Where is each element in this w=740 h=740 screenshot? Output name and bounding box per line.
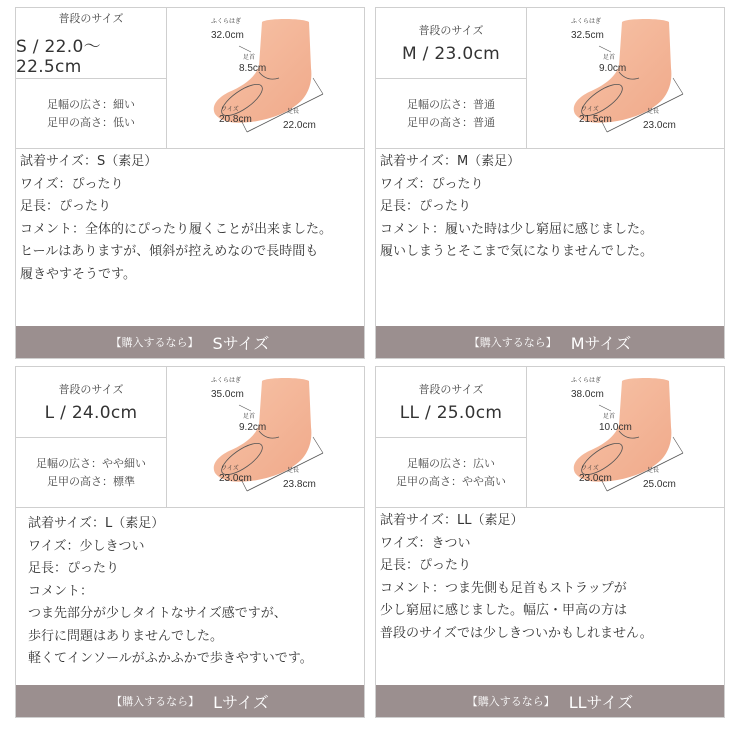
length-label: 足長 <box>287 109 300 115</box>
foot-width: 足幅の広さ：普通 <box>407 97 495 111</box>
buy-prefix: 【購入するなら】 <box>111 695 200 708</box>
ankle-label: 足首 <box>243 55 256 61</box>
comment-line: 履いしまうとそこまで気になりませんでした。 <box>380 244 654 259</box>
review-comment <box>380 151 720 264</box>
foot-shape-box <box>376 79 526 148</box>
comment-line: ワイズ：ぴったり <box>380 176 484 192</box>
buy-recommendation-bar <box>16 326 364 358</box>
calf-label: ふくらはぎ <box>571 378 602 384</box>
instep-height: 足甲の高さ：低い <box>47 115 135 129</box>
size-card-m <box>375 7 725 359</box>
calf-value: 32.5cm <box>571 30 604 41</box>
comment-line: 足長：ぴったり <box>20 199 112 214</box>
foot-shape-box <box>376 438 526 507</box>
length-value: 23.0cm <box>643 120 676 131</box>
wise-value: 23.0cm <box>579 473 612 484</box>
wise-label: ワイズ <box>221 466 239 472</box>
calf-label: ふくらはぎ <box>211 19 242 25</box>
length-value: 22.0cm <box>283 120 316 131</box>
comment-line: つま先部分が少しタイトなサイズ感ですが、 <box>28 606 287 621</box>
foot-diagram <box>527 367 724 507</box>
usual-size-box <box>16 8 166 79</box>
comment-line: 普段のサイズでは少しきついかもしれません。 <box>380 625 653 641</box>
buy-size: Lサイズ <box>213 692 269 712</box>
usual-size-value: M / 23.0cm <box>402 44 500 64</box>
comment-line: コメント：全体的にぴったり履くことが出来ました。 <box>20 221 333 237</box>
review-comment <box>20 151 360 286</box>
buy-size: Mサイズ <box>570 333 632 353</box>
size-info <box>16 367 167 507</box>
foot-shape-box <box>16 79 166 148</box>
comment-line: コメント： <box>28 583 94 599</box>
foot-diagram <box>527 8 724 148</box>
size-info <box>16 8 167 148</box>
instep-height: 足甲の高さ：普通 <box>407 115 495 129</box>
usual-size-box <box>376 367 526 438</box>
ankle-label: 足首 <box>243 414 256 420</box>
comment-line: 軽くてインソールがふかふかで歩きやすいです。 <box>28 651 313 666</box>
foot-width: 足幅の広さ：細い <box>47 97 135 111</box>
review-comment <box>380 510 720 645</box>
foot-diagram <box>167 367 364 507</box>
length-label: 足長 <box>287 468 300 474</box>
buy-size: Sサイズ <box>212 333 270 353</box>
usual-size-value: L / 24.0cm <box>44 403 138 423</box>
size-card-l <box>15 366 365 718</box>
buy-prefix: 【購入するなら】 <box>110 336 199 349</box>
comment-line: ヒールはありますが、傾斜が控えめなので長時間も <box>20 244 319 259</box>
usual-size-box <box>16 367 166 438</box>
comment-line: ワイズ：きつい <box>380 535 471 551</box>
usual-size-box <box>376 8 526 79</box>
wise-label: ワイズ <box>221 107 239 113</box>
foot-width: 足幅の広さ：やや細い <box>36 456 146 470</box>
length-value: 23.8cm <box>283 479 316 490</box>
wise-label: ワイズ <box>581 107 599 113</box>
review-comment <box>28 513 360 671</box>
buy-prefix: 【購入するなら】 <box>468 336 557 349</box>
usual-size-label: 普段のサイズ <box>418 24 484 37</box>
ankle-value: 9.0cm <box>599 63 627 74</box>
buy-recommendation-bar <box>376 685 724 717</box>
wise-label: ワイズ <box>581 466 599 472</box>
size-card-s <box>15 7 365 359</box>
usual-size-value: LL / 25.0cm <box>399 403 503 423</box>
ankle-value: 8.5cm <box>239 63 267 74</box>
size-card-ll <box>375 366 725 718</box>
comment-line: 試着サイズ：M（素足） <box>380 154 521 169</box>
buy-recommendation-bar <box>376 326 724 358</box>
instep-height: 足甲の高さ：やや高い <box>396 474 506 488</box>
comment-line: 足長：ぴったり <box>380 558 472 573</box>
comment-line: 少し窮屈に感じました。幅広・甲高の方は <box>380 603 628 618</box>
usual-size-label: 普段のサイズ <box>58 383 124 396</box>
usual-size-value: S / 22.0～22.5cm <box>16 36 101 77</box>
size-info <box>376 367 527 507</box>
ankle-value: 10.0cm <box>599 422 632 433</box>
comment-line: ワイズ：ぴったり <box>20 176 124 192</box>
size-info <box>376 8 527 148</box>
usual-size-label: 普段のサイズ <box>418 383 484 396</box>
comment-line: 試着サイズ：L（素足） <box>28 516 165 531</box>
instep-height: 足甲の高さ：標準 <box>47 474 135 488</box>
length-label: 足長 <box>647 468 660 474</box>
card-header <box>16 8 364 149</box>
buy-recommendation-bar <box>16 685 364 717</box>
calf-value: 32.0cm <box>211 30 244 41</box>
comment-line: 試着サイズ：S（素足） <box>20 154 158 169</box>
buy-prefix: 【購入するなら】 <box>466 695 555 708</box>
buy-size: LLサイズ <box>568 692 634 712</box>
calf-label: ふくらはぎ <box>571 19 602 25</box>
card-header <box>16 367 364 508</box>
card-header <box>376 367 724 508</box>
wise-value: 23.0cm <box>219 473 252 484</box>
comment-line: コメント：つま先側も足首もストラップが <box>380 580 627 596</box>
calf-value: 35.0cm <box>211 389 244 400</box>
calf-value: 38.0cm <box>571 389 604 400</box>
ankle-value: 9.2cm <box>239 422 267 433</box>
comment-line: ワイズ：少しきつい <box>28 538 145 554</box>
card-header <box>376 8 724 149</box>
wise-value: 20.8cm <box>219 114 252 125</box>
comment-line: 足長：ぴったり <box>380 199 472 214</box>
comment-line: 足長：ぴったり <box>28 561 120 576</box>
ankle-label: 足首 <box>603 55 616 61</box>
comment-line: 歩行に問題はありませんでした。 <box>28 628 224 644</box>
wise-value: 21.5cm <box>579 114 612 125</box>
foot-diagram <box>167 8 364 148</box>
comment-line: 履きやすそうです。 <box>20 266 136 282</box>
comment-line: 試着サイズ：LL（素足） <box>380 513 524 528</box>
length-label: 足長 <box>647 109 660 115</box>
ankle-label: 足首 <box>603 414 616 420</box>
foot-shape-box <box>16 438 166 507</box>
usual-size-label: 普段のサイズ <box>58 11 124 25</box>
calf-label: ふくらはぎ <box>211 378 242 384</box>
length-value: 25.0cm <box>643 479 676 490</box>
foot-width: 足幅の広さ：広い <box>407 456 495 470</box>
comment-line: コメント：履いた時は少し窮屈に感じました。 <box>380 221 654 237</box>
